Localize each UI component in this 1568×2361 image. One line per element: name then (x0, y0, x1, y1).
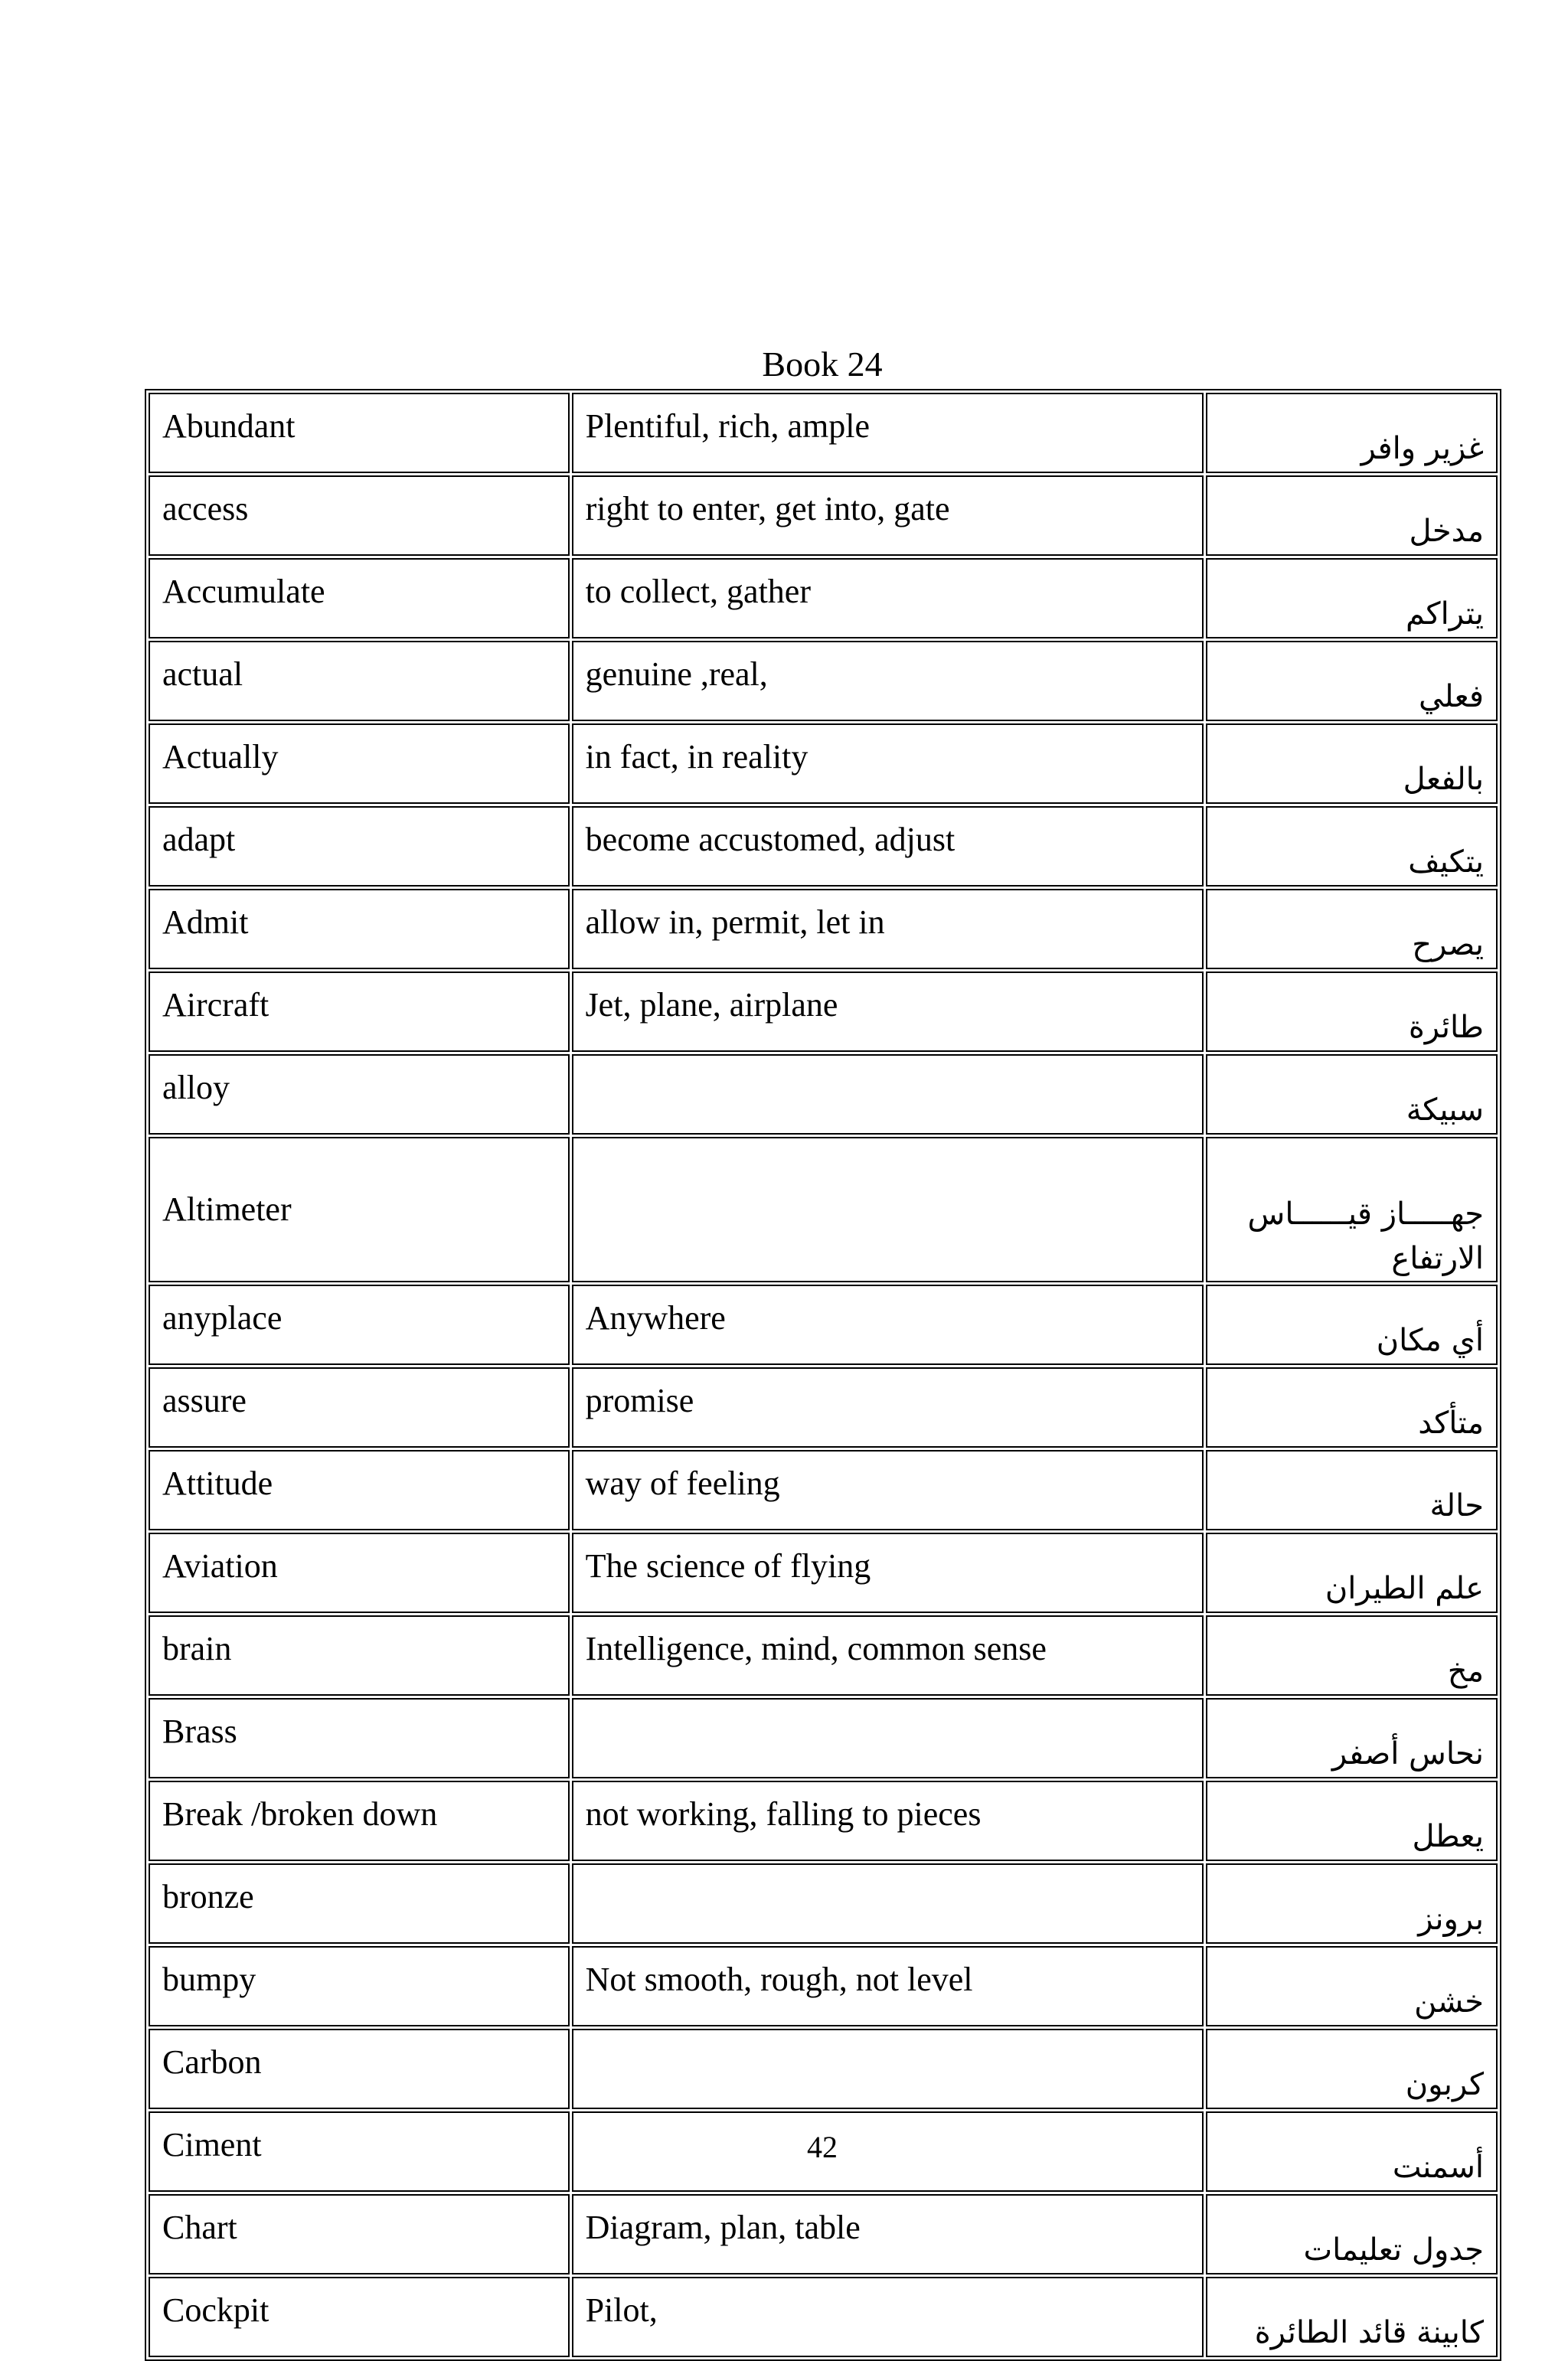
word-cell: Actually (149, 723, 570, 804)
table-row (149, 558, 1498, 638)
arabic-cell: جدول تعليمات (1206, 2194, 1498, 2274)
definition-cell (572, 1054, 1204, 1135)
table-row (149, 641, 1498, 721)
word-cell: brain (149, 1615, 570, 1696)
word-cell: Attitude (149, 1450, 570, 1530)
definition-cell: to collect, gather (572, 558, 1204, 638)
arabic-cell: كربون (1206, 2029, 1498, 2109)
arabic-cell: خشن (1206, 1946, 1498, 2026)
definition-cell (572, 1137, 1204, 1282)
table-row (149, 1946, 1498, 2026)
table-row (149, 1054, 1498, 1135)
definition-cell (572, 2029, 1204, 2109)
definition-cell: Pilot, (572, 2277, 1204, 2357)
arabic-cell: غزير وافر (1206, 393, 1498, 473)
page-title: Book 24 (762, 345, 883, 384)
table-row (149, 1285, 1498, 1365)
table-row (149, 2277, 1498, 2357)
word-cell: access (149, 475, 570, 556)
word-cell: assure (149, 1367, 570, 1448)
definition-cell: Intelligence, mind, common sense (572, 1615, 1204, 1696)
word-cell: Break /broken down (149, 1781, 570, 1861)
definition-cell (572, 1863, 1204, 1944)
table-row (149, 1450, 1498, 1530)
word-cell: Aircraft (149, 972, 570, 1052)
table-row (149, 1137, 1498, 1282)
arabic-cell: متأكد (1206, 1367, 1498, 1448)
table-row (149, 1533, 1498, 1613)
definition-cell: Anywhere (572, 1285, 1204, 1365)
arabic-cell: سبيكة (1206, 1054, 1498, 1135)
word-cell: Chart (149, 2194, 570, 2274)
arabic-cell: مخ (1206, 1615, 1498, 1696)
arabic-cell: أسمنت (1206, 2111, 1498, 2192)
arabic-cell: مدخل (1206, 475, 1498, 556)
word-cell: Accumulate (149, 558, 570, 638)
vocabulary-table (145, 389, 1501, 2361)
arabic-cell: جهـــــاز قيــــــاس الارتفاع (1206, 1137, 1498, 1282)
table-row (149, 889, 1498, 969)
definition-cell: in fact, in reality (572, 723, 1204, 804)
definition-cell: genuine ,real, (572, 641, 1204, 721)
arabic-cell: يتكيف (1206, 806, 1498, 887)
table-row (149, 1615, 1498, 1696)
definition-cell: Not smooth, rough, not level (572, 1946, 1204, 2026)
word-cell: Ciment (149, 2111, 570, 2192)
table-row (149, 1367, 1498, 1448)
table-row (149, 2194, 1498, 2274)
table-row (149, 723, 1498, 804)
word-cell: alloy (149, 1054, 570, 1135)
arabic-cell: أي مكان (1206, 1285, 1498, 1365)
word-cell: bumpy (149, 1946, 570, 2026)
arabic-cell: يتراكم (1206, 558, 1498, 638)
arabic-cell: طائرة (1206, 972, 1498, 1052)
definition-cell: way of feeling (572, 1450, 1204, 1530)
arabic-cell: يصرح (1206, 889, 1498, 969)
word-cell: Altimeter (149, 1137, 570, 1282)
arabic-cell: يعطل (1206, 1781, 1498, 1861)
arabic-cell: علم الطيران (1206, 1533, 1498, 1613)
definition-cell: become accustomed, adjust (572, 806, 1204, 887)
word-cell: Admit (149, 889, 570, 969)
word-cell: Aviation (149, 1533, 570, 1613)
table-row (149, 1863, 1498, 1944)
word-cell: adapt (149, 806, 570, 887)
table-row (149, 1698, 1498, 1778)
word-cell: anyplace (149, 1285, 570, 1365)
word-cell: Carbon (149, 2029, 570, 2109)
table-row (149, 475, 1498, 556)
word-cell: Cockpit (149, 2277, 570, 2357)
table-row (149, 2029, 1498, 2109)
word-cell: actual (149, 641, 570, 721)
table-row (149, 806, 1498, 887)
definition-cell: promise (572, 1367, 1204, 1448)
arabic-cell: نحاس أصفر (1206, 1698, 1498, 1778)
word-cell: Brass (149, 1698, 570, 1778)
definition-cell (572, 1698, 1204, 1778)
arabic-cell: بالفعل (1206, 723, 1498, 804)
table-row (149, 1781, 1498, 1861)
definition-cell: not working, falling to pieces (572, 1781, 1204, 1861)
word-cell: Abundant (149, 393, 570, 473)
definition-cell: The science of flying (572, 1533, 1204, 1613)
page-number: 42 (807, 2130, 838, 2164)
arabic-cell: كابينة قائد الطائرة (1206, 2277, 1498, 2357)
definition-cell: Jet, plane, airplane (572, 972, 1204, 1052)
arabic-cell: برونز (1206, 1863, 1498, 1944)
table-row (149, 972, 1498, 1052)
arabic-cell: فعلي (1206, 641, 1498, 721)
arabic-cell: حالة (1206, 1450, 1498, 1530)
definition-cell: allow in, permit, let in (572, 889, 1204, 969)
definition-cell: Diagram, plan, table (572, 2194, 1204, 2274)
table-row (149, 393, 1498, 473)
definition-cell: right to enter, get into, gate (572, 475, 1204, 556)
definition-cell: Plentiful, rich, ample (572, 393, 1204, 473)
word-cell: bronze (149, 1863, 570, 1944)
